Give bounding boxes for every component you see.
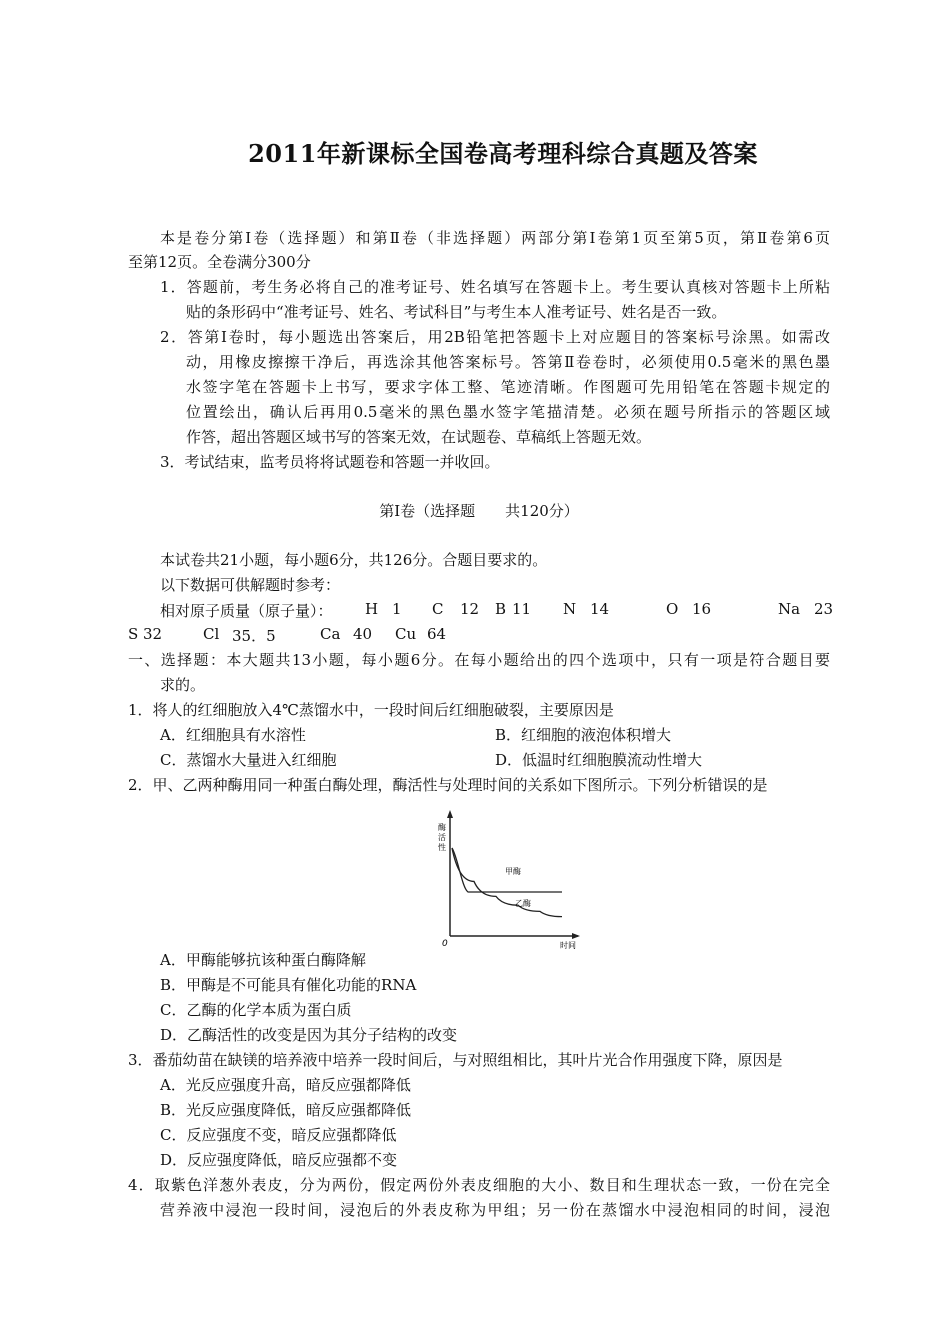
question-2-option-b: B．甲酶是不可能具有催化功能的RNA xyxy=(160,976,417,994)
series-line-yi xyxy=(452,848,562,917)
question-2-option-c: C．乙酶的化学本质为蛋白质 xyxy=(160,1001,352,1019)
section-heading: 第Ⅰ卷（选择题 共120分） xyxy=(379,502,579,520)
note-2-line: 水签字笔在答题卡上书写，要求字体工整、笔迹清晰。作图题可先用铅笔在答题卡规定的 xyxy=(186,378,830,396)
question-2-stem: 2．甲、乙两种酶用同一种蛋白酶处理，酶活性与处理时间的关系如下图所示。下列分析错误的是 xyxy=(128,776,768,794)
series-label-jia: 甲酶 xyxy=(505,867,521,876)
question-3-stem: 3．番茄幼苗在缺镁的培养液中培养一段时间后，与对照组相比，其叶片光合作用强度下降，原因是 xyxy=(128,1051,783,1069)
y-axis-label-char: 活 xyxy=(438,833,446,842)
question-1-option-d: D．低温时红细胞膜流动性增大 xyxy=(495,751,703,769)
page-title: 2011年新课标全国卷高考理科综合真题及答案 xyxy=(248,139,758,168)
element-mass: 64 xyxy=(427,625,447,643)
part-heading: 一、选择题：本大题共13小题，每小题6分。在每小题给出的四个选项中，只有一项是符合题目要 xyxy=(128,651,830,669)
section-intro-line: 本试卷共21小题，每小题6分，共126分。合题目要求的。 xyxy=(160,551,548,569)
element-mass: 14 xyxy=(590,600,610,618)
element-symbol: Na xyxy=(778,600,801,618)
series-label-yi: 乙酶 xyxy=(515,899,531,908)
y-axis-label-char: 性 xyxy=(438,843,446,852)
question-4-stem: 4．取紫色洋葱外表皮，分为两份，假定两份外表皮细胞的大小、数目和生理状态一致，一份在完全 xyxy=(128,1176,830,1194)
question-3-option-d: D．反应强度降低，暗反应强都不变 xyxy=(160,1151,398,1169)
intro-line: 至第12页。全卷满分300分 xyxy=(128,253,311,271)
element-symbol: S xyxy=(128,625,139,643)
note-2-line: 动，用橡皮擦擦干净后，再选涂其他答案标号。答第Ⅱ卷卷时，必须使用0.5毫米的黑色墨 xyxy=(186,353,830,371)
question-3-option-b: B．光反应强度降低，暗反应强都降低 xyxy=(160,1101,412,1119)
element-mass: 11 xyxy=(512,600,532,618)
element-symbol: Cl xyxy=(203,625,220,643)
element-symbol: N xyxy=(563,600,577,618)
x-axis-arrow xyxy=(572,933,580,939)
question-1-option-b: B．红细胞的液泡体积增大 xyxy=(495,726,672,744)
element-symbol: Ca xyxy=(320,625,341,643)
question-3-option-c: C．反应强度不变，暗反应强都降低 xyxy=(160,1126,397,1144)
note-3-line: 3．考试结束，监考员将将试题卷和答题一并收回。 xyxy=(160,453,500,471)
element-mass: 32 xyxy=(143,625,163,643)
element-symbol: Cu xyxy=(395,625,417,643)
note-2-line: 作答，超出答题区域书写的答案无效，在试题卷、草稿纸上答题无效。 xyxy=(186,428,652,446)
element-mass: 1 xyxy=(392,600,402,618)
question-3-option-a: A．光反应强度升高，暗反应强都降低 xyxy=(160,1076,411,1094)
question-1-stem: 1．将人的红细胞放入4℃蒸馏水中，一段时间后红细胞破裂，主要原因是 xyxy=(128,701,614,719)
section-intro-line: 以下数据可供解题时参考： xyxy=(160,576,341,594)
element-symbol: O xyxy=(666,600,679,618)
part-heading: 求的。 xyxy=(160,676,206,694)
y-axis-label-char: 酶 xyxy=(438,823,446,832)
element-mass: 12 xyxy=(460,600,480,618)
question-4-stem: 营养液中浸泡一段时间，浸泡后的外表皮称为甲组；另一份在蒸馏水中浸泡相同的时间，浸泡 xyxy=(160,1201,830,1219)
note-2-line: 位置绘出，确认后再用0.5毫米的黑色墨水签字笔描清楚。必须在题号所指示的答题区域 xyxy=(186,403,830,421)
element-mass: 35．5 xyxy=(232,627,276,645)
element-symbol: B xyxy=(495,600,507,618)
element-symbol: C xyxy=(432,600,444,618)
enzyme-activity-chart xyxy=(420,806,580,951)
origin-label: 0 xyxy=(442,939,448,949)
intro-line: 本是卷分第Ⅰ卷（选择题）和第Ⅱ卷（非选择题）两部分第Ⅰ卷第1页至第5页，第Ⅱ卷第6页 xyxy=(160,229,830,247)
atomic-mass-label: 相对原子质量（原子量）： xyxy=(160,602,333,620)
question-2-option-d: D．乙酶活性的改变是因为其分子结构的改变 xyxy=(160,1026,458,1044)
question-2-option-a: A．甲酶能够抗该种蛋白酶降解 xyxy=(160,951,366,969)
question-1-option-a: A．红细胞具有水溶性 xyxy=(160,726,306,744)
y-axis-arrow xyxy=(447,810,453,818)
note-1-line: 贴的条形码中“准考证号、姓名、考试科目”与考生本人准考证号、姓名是否一致。 xyxy=(186,303,727,321)
element-mass: 23 xyxy=(814,600,834,618)
note-2-line: 2．答第Ⅰ卷时，每小题选出答案后，用2B铅笔把答题卡上对应题目的答案标号涂黑。如需改 xyxy=(160,328,830,346)
question-1-option-c: C．蒸馏水大量进入红细胞 xyxy=(160,751,337,769)
element-symbol: H xyxy=(365,600,379,618)
element-mass: 16 xyxy=(692,600,712,618)
note-1-line: 1．答题前，考生务必将自己的准考证号、姓名填写在答题卡上。考生要认真核对答题卡上所粘 xyxy=(160,278,830,296)
x-axis-label: 时间 xyxy=(560,941,576,950)
element-mass: 40 xyxy=(353,625,373,643)
